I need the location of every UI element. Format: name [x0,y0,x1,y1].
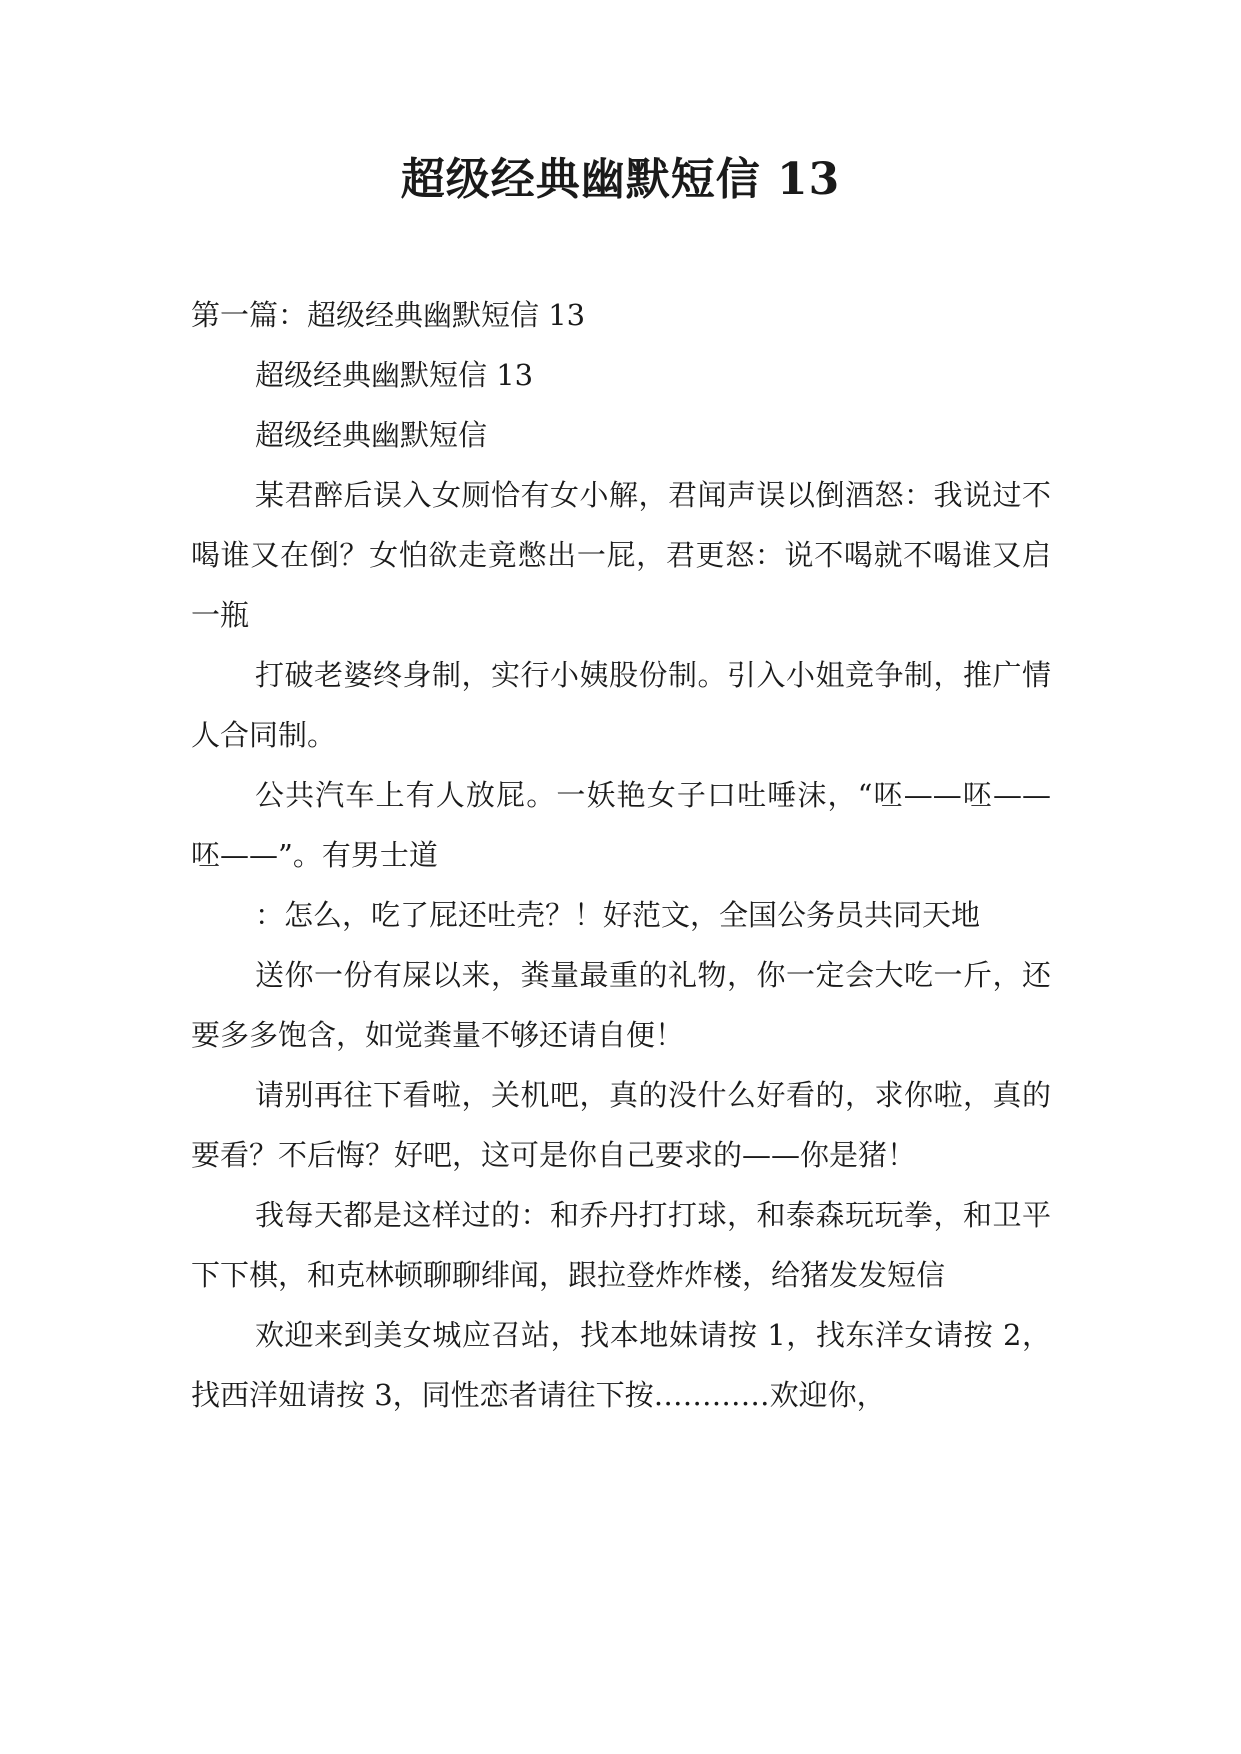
paragraph: 我每天都是这样过的：和乔丹打打球，和泰森玩玩拳，和卫平下下棋，和克林顿聊聊绯闻，跟拉登炸炸楼，给猪发发短信 [191,1198,1051,1292]
paragraph: 超级经典幽默短信 [255,418,488,452]
paragraph: 送你一份有屎以来，粪量最重的礼物，你一定会大吃一斤，还要多多饱含，如觉粪量不够还请自便！ [191,958,1051,1052]
paragraph: 公共汽车上有人放屁。一妖艳女子口吐唾沫，“呸——呸——呸——”。有男士道 [191,778,1051,872]
paragraph: 某君醉后误入女厕恰有女小解，君闻声误以倒酒怒：我说过不喝谁又在倒？女怕欲走竟憋出一屁，君更怒：说不喝就不喝谁又启一瓶 [191,478,1051,632]
paragraph: 请别再往下看啦，关机吧，真的没什么好看的，求你啦，真的要看？不后悔？好吧，这可是你自己要求的——你是猪！ [191,1078,1051,1172]
document-body [191,285,1051,1425]
paragraph: 超级经典幽默短信 13 [255,358,534,392]
paragraph: 打破老婆终身制，实行小姨股份制。引入小姐竞争制，推广情人合同制。 [191,658,1051,752]
paragraph: 欢迎来到美女城应召站，找本地妹请按 1，找东洋女请按 2，找西洋妞请按 3，同性恋者请往下按…………欢迎你， [191,1318,1051,1412]
section-heading: 第一篇：超级经典幽默短信 13 [191,298,586,332]
paragraph: ：怎么，吃了屁还吐壳？！好范文，全国公务员共同天地 [255,898,981,932]
document-title: 超级经典幽默短信 13 [400,154,841,205]
